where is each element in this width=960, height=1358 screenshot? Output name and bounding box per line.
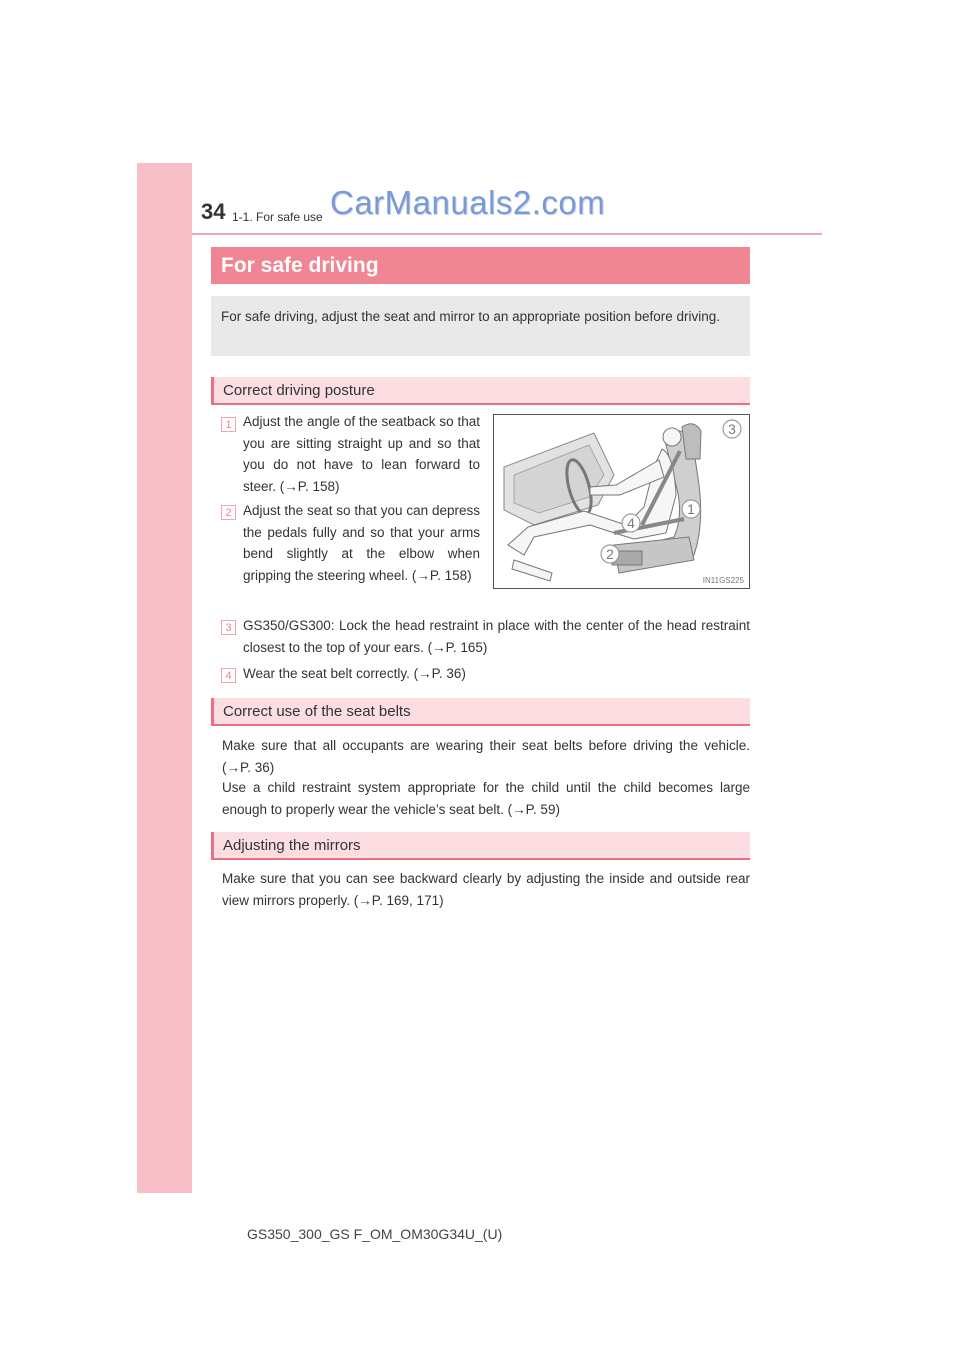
header-rule <box>192 233 822 235</box>
callout-label: 2 <box>606 546 614 562</box>
item-number-badge: 1 <box>221 417 236 432</box>
item-number-badge: 3 <box>221 620 236 635</box>
posture-item-3: GS350/GS300: Lock the head restraint in place with the center of the head restraint closest to the top of your ears. (→P. 165) <box>243 618 750 655</box>
subhead-driving-posture <box>211 377 750 405</box>
side-tab-band <box>137 163 192 1193</box>
subhead-label: Correct use of the seat belts <box>223 702 411 720</box>
callout-label: 3 <box>728 421 736 437</box>
item-number-badge: 2 <box>221 505 236 520</box>
subhead-mirrors <box>211 832 750 860</box>
illustration-code: IN11GS225 <box>702 576 744 585</box>
callout-label: 4 <box>627 515 635 531</box>
driver-seat-drawing <box>494 415 749 588</box>
watermark: CarManuals2.com <box>330 184 606 221</box>
intro-box <box>211 296 750 356</box>
subhead-label: Correct driving posture <box>223 381 375 399</box>
intro-text: For safe driving, adjust the seat and mirror to an appropriate position before driving. <box>221 309 721 324</box>
subhead-label: Adjusting the mirrors <box>223 836 361 854</box>
seatbelt-paragraph-1: Make sure that all occupants are wearing their seat belts before driving the vehicle. (→P. 36) <box>222 738 750 775</box>
section-label: 1-1. For safe use <box>232 210 323 224</box>
subhead-seat-belts <box>211 698 750 726</box>
page-title-bar <box>211 247 750 284</box>
seatbelt-paragraph-2: Use a child restraint system appropriate for the child until the child becomes large enough to properly wear the vehicle’s seat belt. (→P. 59) <box>222 780 750 817</box>
item-number-badge: 4 <box>221 668 236 683</box>
posture-item-4: Wear the seat belt correctly. (→P. 36) <box>243 666 466 681</box>
driving-posture-illustration <box>493 414 750 589</box>
page-title: For safe driving <box>221 253 379 277</box>
posture-item-1: Adjust the angle of the seatback so that you are sitting straight up and so that you do not have to lean forward to steer. (→P. 158) <box>243 414 480 494</box>
document-code-footer: GS350_300_GS F_OM_OM30G34U_(U) <box>247 1226 503 1242</box>
posture-item-2: Adjust the seat so that you can depress the pedals fully and so that your arms bend slightly at the elbow when gripping the steering wheel. (→P. 158) <box>243 503 480 583</box>
mirrors-paragraph: Make sure that you can see backward clearly by adjusting the inside and outside rear view mirrors properly. (→P. 169, 171) <box>222 871 750 908</box>
callout-label: 1 <box>687 501 695 517</box>
page-number: 34 <box>201 199 226 224</box>
